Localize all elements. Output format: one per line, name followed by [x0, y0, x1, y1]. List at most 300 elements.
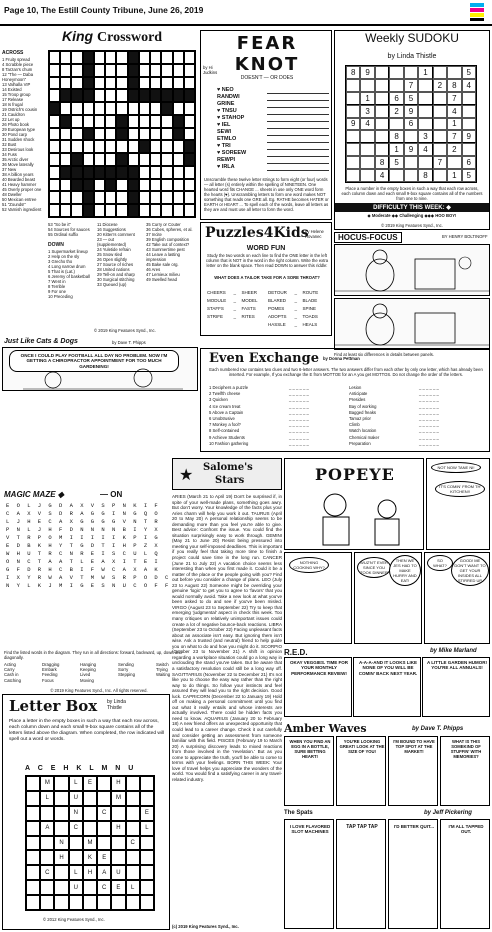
- sudoku-cell[interactable]: [418, 118, 432, 131]
- crossword-cell[interactable]: [161, 140, 172, 153]
- letter-box-cell[interactable]: [83, 806, 97, 821]
- letter-box-cell[interactable]: [26, 880, 40, 895]
- crossword-cell[interactable]: [49, 179, 60, 192]
- even-exchange-clue-right: Bagged freaks: [349, 409, 377, 415]
- letter-box-cell[interactable]: [140, 880, 154, 895]
- sudoku-cell[interactable]: [375, 143, 389, 156]
- sudoku-cell[interactable]: [375, 92, 389, 105]
- word-fun-blank[interactable]: [234, 321, 242, 329]
- even-exchange-answer-left[interactable]: _ _ _ _ _ _: [289, 391, 309, 397]
- crossword-cell[interactable]: [60, 51, 71, 64]
- sudoku-cell[interactable]: [433, 66, 447, 79]
- crossword-cell[interactable]: [71, 51, 82, 64]
- crossword-cell[interactable]: [94, 179, 105, 192]
- crossword-cell[interactable]: [116, 89, 127, 102]
- word-fun-blank[interactable]: _: [294, 290, 298, 295]
- crossword-cell[interactable]: [105, 64, 116, 77]
- word-fun-word: SPINE: [302, 306, 317, 311]
- crossword-cell[interactable]: [60, 191, 71, 204]
- sudoku-cell[interactable]: [433, 143, 447, 156]
- letter-box-cell[interactable]: [54, 806, 68, 821]
- crossword-cell[interactable]: [60, 64, 71, 77]
- crossword-cell[interactable]: [116, 140, 127, 153]
- sudoku-cell[interactable]: [462, 118, 476, 131]
- crossword-cell[interactable]: [173, 191, 184, 204]
- crossword-cell[interactable]: [94, 140, 105, 153]
- crossword-cell[interactable]: [128, 115, 139, 128]
- crossword-cell[interactable]: [116, 204, 127, 217]
- letter-box-cell[interactable]: [54, 791, 68, 806]
- crossword-cell[interactable]: [173, 77, 184, 90]
- even-exchange-clue-table[interactable]: [209, 385, 483, 447]
- crossword-cell[interactable]: [128, 128, 139, 141]
- letter-box-cell[interactable]: [111, 895, 125, 910]
- magic-maze-word: Cash in: [4, 672, 19, 678]
- crossword-cell[interactable]: [49, 51, 60, 64]
- fear-knot-answer-lines[interactable]: [267, 87, 329, 171]
- letter-box-cell[interactable]: [126, 850, 140, 865]
- crossword-cell[interactable]: [105, 115, 116, 128]
- crossword-cell[interactable]: [94, 89, 105, 102]
- magic-maze-word: Switch: [156, 662, 169, 667]
- crossword-cell[interactable]: [49, 64, 60, 77]
- even-exchange-answer-right[interactable]: _ _ _ _ _ _: [419, 422, 439, 428]
- crossword-cell[interactable]: [105, 140, 116, 153]
- sudoku-cell[interactable]: [375, 130, 389, 143]
- crossword-cell[interactable]: [94, 204, 105, 217]
- crossword-cell[interactable]: [184, 191, 195, 204]
- letter-box-cell[interactable]: [54, 895, 68, 910]
- letter-box-cell[interactable]: [69, 850, 83, 865]
- crossword-cell[interactable]: [83, 153, 94, 166]
- crossword-cell[interactable]: [173, 179, 184, 192]
- letter-box-cell[interactable]: [140, 791, 154, 806]
- crossword-cell: [128, 191, 139, 204]
- sudoku-cell[interactable]: [433, 105, 447, 118]
- letter-box-cell[interactable]: [126, 865, 140, 880]
- crossword-cell[interactable]: [71, 204, 82, 217]
- letter-box-cell[interactable]: [83, 791, 97, 806]
- sudoku-cell[interactable]: [346, 169, 360, 182]
- across-clue: 1 Fruity spread: [2, 57, 30, 62]
- word-fun-blank[interactable]: _: [233, 306, 237, 311]
- word-fun-blank[interactable]: _: [233, 314, 237, 319]
- letter-box-cell[interactable]: [140, 850, 154, 865]
- crossword-cell[interactable]: [139, 128, 150, 141]
- sudoku-cell[interactable]: [389, 66, 403, 79]
- sudoku-cell: 8: [375, 156, 389, 169]
- sudoku-cell[interactable]: [418, 156, 432, 169]
- crossword-cell[interactable]: [161, 115, 172, 128]
- letter-box-cell[interactable]: [40, 836, 54, 851]
- letter-box-cell[interactable]: [26, 791, 40, 806]
- crossword-cell[interactable]: [71, 128, 82, 141]
- letter-box-cell[interactable]: [111, 836, 125, 851]
- even-exchange-answer-right[interactable]: _ _ _ _ _ _: [419, 385, 439, 390]
- crossword-cell[interactable]: [161, 166, 172, 179]
- sudoku-cell[interactable]: [389, 118, 403, 131]
- even-exchange-answer-left[interactable]: _ _ _ _ _ _: [289, 428, 309, 434]
- crossword-cell[interactable]: [161, 204, 172, 217]
- crossword-cell[interactable]: [49, 166, 60, 179]
- crossword-cell[interactable]: [161, 191, 172, 204]
- letter-box-cell: K: [83, 850, 97, 865]
- letter-box-cell[interactable]: [40, 880, 54, 895]
- crossword-cell[interactable]: [161, 128, 172, 141]
- sudoku-cell[interactable]: [375, 105, 389, 118]
- crossword-grid[interactable]: [48, 50, 196, 218]
- even-exchange-section: [200, 348, 490, 452]
- crossword-cell[interactable]: [150, 102, 161, 115]
- letter-box-cell[interactable]: [140, 895, 154, 910]
- sudoku-grid[interactable]: [345, 65, 477, 183]
- crossword-cell[interactable]: [60, 153, 71, 166]
- crossword-cell[interactable]: [116, 77, 127, 90]
- even-exchange-answer-left[interactable]: _ _ _ _ _ _: [289, 403, 309, 409]
- across-clue: 55 Ordinal suffix: [48, 232, 79, 237]
- sudoku-cell[interactable]: [389, 79, 403, 92]
- crossword-cell[interactable]: [94, 77, 105, 90]
- letter-box-cell[interactable]: [140, 836, 154, 851]
- crossword-cell[interactable]: [116, 179, 127, 192]
- sudoku-cell[interactable]: [375, 118, 389, 131]
- crossword-cell[interactable]: [184, 115, 195, 128]
- even-exchange-answer-left[interactable]: _ _ _ _ _ _: [289, 440, 309, 446]
- fear-knot-title: FEAR KNOT: [234, 33, 300, 75]
- crossword-cell[interactable]: [71, 115, 82, 128]
- crossword-cell[interactable]: [139, 64, 150, 77]
- crossword-cell[interactable]: [105, 77, 116, 90]
- even-exchange-answer-left[interactable]: _ _ _ _ _ _: [289, 434, 309, 440]
- magic-maze-grid[interactable]: [6, 502, 196, 590]
- even-exchange-answer-right[interactable]: _ _ _ _ _ _: [419, 397, 439, 403]
- even-exchange-answer-left[interactable]: _ _ _ _ _ _: [289, 422, 309, 428]
- letter-box-cell[interactable]: [126, 806, 140, 821]
- crossword-cell[interactable]: [105, 191, 116, 204]
- crossword-cell[interactable]: [150, 166, 161, 179]
- crossword-cell[interactable]: [116, 51, 127, 64]
- crossword-cell[interactable]: [161, 153, 172, 166]
- crossword-cell[interactable]: [184, 128, 195, 141]
- crossword-cell[interactable]: [161, 51, 172, 64]
- sudoku-cell[interactable]: [418, 92, 432, 105]
- word-fun-blank[interactable]: _: [233, 298, 237, 303]
- crossword-cell[interactable]: [94, 128, 105, 141]
- letter-box-cell[interactable]: [111, 806, 125, 821]
- down-clue: 2 Help on the sly: [48, 254, 80, 259]
- crossword-cell[interactable]: [49, 115, 60, 128]
- red-panel-1: [284, 657, 352, 717]
- word-fun-blank[interactable]: _: [294, 306, 298, 311]
- crossword-cell[interactable]: [105, 102, 116, 115]
- sudoku-cell[interactable]: [360, 143, 374, 156]
- sudoku-cell[interactable]: [418, 79, 432, 92]
- crossword-cell[interactable]: [83, 102, 94, 115]
- crossword-cell[interactable]: [60, 77, 71, 90]
- crossword-cell[interactable]: [60, 179, 71, 192]
- letter-box-cell[interactable]: [126, 895, 140, 910]
- sudoku-cell[interactable]: [389, 169, 403, 182]
- crossword-cell[interactable]: [71, 191, 82, 204]
- even-exchange-answer-right[interactable]: _ _ _ _ _ _: [419, 440, 439, 446]
- letter-box-cell[interactable]: [26, 821, 40, 836]
- crossword-cell[interactable]: [150, 204, 161, 217]
- letter-box-cell[interactable]: [69, 836, 83, 851]
- crossword-cell[interactable]: [150, 115, 161, 128]
- letter-box-cell[interactable]: [69, 895, 83, 910]
- sudoku-cell[interactable]: [433, 169, 447, 182]
- crossword-cell[interactable]: [49, 89, 60, 102]
- even-exchange-answer-left[interactable]: _ _ _ _ _ _: [289, 397, 309, 403]
- even-exchange-answer-left[interactable]: _ _ _ _ _ _: [289, 385, 309, 390]
- star-icon: ★: [179, 467, 194, 484]
- crossword-cell[interactable]: [71, 64, 82, 77]
- letter-box-cell[interactable]: [83, 880, 97, 895]
- sudoku-cell[interactable]: [447, 66, 461, 79]
- word-fun-blank[interactable]: _: [294, 322, 298, 327]
- crossword-cell[interactable]: [83, 140, 94, 153]
- letter-box-cell[interactable]: [54, 865, 68, 880]
- crossword-cell[interactable]: [128, 153, 139, 166]
- word-fun-blank[interactable]: _: [294, 314, 298, 319]
- even-exchange-answer-right[interactable]: _ _ _ _ _ _: [419, 409, 439, 415]
- crossword-cell[interactable]: [150, 191, 161, 204]
- sudoku-cell[interactable]: [462, 105, 476, 118]
- crossword-cell[interactable]: [139, 166, 150, 179]
- sudoku-cell[interactable]: [375, 66, 389, 79]
- letter-box-cell[interactable]: [126, 821, 140, 836]
- letter-box-grid[interactable]: [25, 775, 155, 911]
- crossword-cell[interactable]: [139, 191, 150, 204]
- spats-strip: [284, 810, 490, 930]
- letter-box-cell[interactable]: [97, 895, 111, 910]
- letter-box-cell[interactable]: [97, 821, 111, 836]
- sudoku-cell[interactable]: [462, 92, 476, 105]
- letter-box-cell[interactable]: [26, 865, 40, 880]
- crossword-cell[interactable]: [139, 115, 150, 128]
- crossword-cell: [128, 179, 139, 192]
- crossword-cell[interactable]: [150, 64, 161, 77]
- word-fun-blank[interactable]: _: [294, 298, 298, 303]
- crossword-cell[interactable]: [184, 179, 195, 192]
- crossword-cell[interactable]: [94, 64, 105, 77]
- sudoku-cell[interactable]: [447, 156, 461, 169]
- crossword-cell: [139, 140, 150, 153]
- crossword-cell[interactable]: [94, 153, 105, 166]
- letter-box-cell[interactable]: [26, 895, 40, 910]
- even-exchange-answer-left[interactable]: _ _ _ _ _ _: [289, 409, 309, 415]
- sudoku-cell[interactable]: [375, 79, 389, 92]
- crossword-cell[interactable]: [116, 64, 127, 77]
- word-fun-table[interactable]: [207, 289, 329, 329]
- letter-box-cell[interactable]: [54, 821, 68, 836]
- sudoku-cell[interactable]: [433, 92, 447, 105]
- letter-box-cell[interactable]: [97, 791, 111, 806]
- sudoku-cell[interactable]: [360, 156, 374, 169]
- crossword-cell[interactable]: [139, 77, 150, 90]
- crossword-cell[interactable]: [139, 153, 150, 166]
- crossword-cell[interactable]: [94, 102, 105, 115]
- crossword-cell[interactable]: [105, 204, 116, 217]
- letter-box-cell[interactable]: [54, 776, 68, 791]
- crossword-cell[interactable]: [161, 77, 172, 90]
- crossword-cell: [116, 153, 127, 166]
- crossword-cell[interactable]: [116, 102, 127, 115]
- letter-box-cell[interactable]: [26, 806, 40, 821]
- sudoku-cell[interactable]: [404, 66, 418, 79]
- crossword-cell[interactable]: [173, 64, 184, 77]
- crossword-cell[interactable]: [71, 102, 82, 115]
- crossword-cell[interactable]: [173, 166, 184, 179]
- crossword-cell[interactable]: [94, 115, 105, 128]
- letter-box-cell[interactable]: [111, 850, 125, 865]
- crossword-cell[interactable]: [184, 204, 195, 217]
- sudoku-cell[interactable]: [346, 105, 360, 118]
- word-fun-word: [242, 321, 269, 329]
- crossword-cell[interactable]: [71, 77, 82, 90]
- letter-box-cell[interactable]: [54, 880, 68, 895]
- crossword-cell[interactable]: [173, 204, 184, 217]
- sudoku-cell[interactable]: [346, 130, 360, 143]
- letter-box-cell[interactable]: [40, 895, 54, 910]
- crossword-cell[interactable]: [173, 102, 184, 115]
- word-fun-word: FASTS: [241, 306, 256, 311]
- crossword-cell[interactable]: [94, 191, 105, 204]
- letter-box-cell[interactable]: [97, 836, 111, 851]
- crossword-cell[interactable]: [128, 102, 139, 115]
- letter-box-cell[interactable]: [83, 895, 97, 910]
- letter-box-cell[interactable]: [26, 850, 40, 865]
- crossword-cell[interactable]: [139, 102, 150, 115]
- sudoku-cell[interactable]: [346, 143, 360, 156]
- letter-box-cell[interactable]: [126, 791, 140, 806]
- crossword-cell: [128, 77, 139, 90]
- sudoku-cell[interactable]: [404, 156, 418, 169]
- crossword-cell[interactable]: [173, 153, 184, 166]
- crossword-cell[interactable]: [105, 153, 116, 166]
- crossword-cell[interactable]: [128, 140, 139, 153]
- crossword-cell[interactable]: [161, 179, 172, 192]
- fear-knot-word: ♥ SOREEW: [217, 150, 247, 156]
- crossword-cell[interactable]: [116, 191, 127, 204]
- even-exchange-answer-left[interactable]: _ _ _ _ _ _: [289, 416, 309, 422]
- sudoku-cell[interactable]: [360, 79, 374, 92]
- crossword-cell[interactable]: [49, 204, 60, 217]
- even-exchange-answer-right[interactable]: _ _ _ _ _ _: [419, 434, 439, 440]
- magic-maze-row: I X Y R W A V T M W S R P O D C: [6, 574, 171, 581]
- crossword-cell[interactable]: [105, 128, 116, 141]
- crossword-cell[interactable]: [60, 140, 71, 153]
- crossword-cell[interactable]: [105, 51, 116, 64]
- sudoku-cell[interactable]: [404, 130, 418, 143]
- crossword-cell[interactable]: [184, 77, 195, 90]
- crossword-cell[interactable]: [184, 51, 195, 64]
- crossword-cell[interactable]: [94, 51, 105, 64]
- letter-box-cell[interactable]: [40, 850, 54, 865]
- crossword-cell[interactable]: [60, 128, 71, 141]
- letter-box-cell[interactable]: [140, 776, 154, 791]
- crossword-cell[interactable]: [49, 140, 60, 153]
- sudoku-cell: 1: [447, 169, 461, 182]
- crossword-cell[interactable]: [184, 166, 195, 179]
- sudoku-cell[interactable]: [404, 169, 418, 182]
- sudoku-cell[interactable]: [433, 130, 447, 143]
- crossword-cell[interactable]: [49, 128, 60, 141]
- crossword-cell[interactable]: [150, 179, 161, 192]
- even-exchange-answer-right[interactable]: _ _ _ _ _ _: [419, 416, 439, 422]
- crossword-cell[interactable]: [150, 77, 161, 90]
- even-exchange-answer-right[interactable]: _ _ _ _ _ _: [419, 391, 439, 397]
- crossword-cell[interactable]: [71, 140, 82, 153]
- crossword-cell[interactable]: [60, 204, 71, 217]
- letter-box-cell[interactable]: [140, 865, 154, 880]
- letter-box-cell[interactable]: [40, 806, 54, 821]
- sudoku-cell[interactable]: [418, 105, 432, 118]
- crossword-cell[interactable]: [139, 204, 150, 217]
- across-clue: 4 Scrabble piece: [2, 62, 34, 67]
- crossword-cell[interactable]: [105, 89, 116, 102]
- crossword-cell[interactable]: [60, 102, 71, 115]
- word-fun-blank[interactable]: _: [233, 290, 237, 295]
- down-clue: 47 Lemieux milieu: [146, 272, 180, 277]
- crossword-cell[interactable]: [49, 77, 60, 90]
- crossword-cell[interactable]: [150, 128, 161, 141]
- even-exchange-answer-right[interactable]: _ _ _ _ _ _: [419, 403, 439, 409]
- sudoku-cell[interactable]: [346, 156, 360, 169]
- crossword-cell[interactable]: [83, 115, 94, 128]
- crossword-cell[interactable]: [173, 140, 184, 153]
- across-clue: 14 Existed: [2, 87, 22, 92]
- even-exchange-instructions: Each numbered row contains two clues and two 6-letter answers. The two answers differ from each other by only one letter, which has already been inserted. For example, If you exchange the E from MOTTOE for an A you get MOTTOS. Do not change the order of the letters.: [209, 367, 483, 377]
- letter-box-cell[interactable]: [126, 776, 140, 791]
- crossword-cell[interactable]: [184, 102, 195, 115]
- sudoku-cell[interactable]: [360, 130, 374, 143]
- word-fun-word: POMES: [268, 306, 285, 311]
- down-clue: 10 Preceding: [48, 294, 73, 299]
- red-panel-2: [353, 657, 421, 717]
- sudoku-cell[interactable]: [346, 92, 360, 105]
- crossword-cell: [184, 89, 195, 102]
- sudoku-cell[interactable]: [346, 79, 360, 92]
- across-clue: 19 Ostrich's cousin: [2, 107, 38, 112]
- crossword-cell[interactable]: [139, 51, 150, 64]
- crossword-cell[interactable]: [161, 64, 172, 77]
- letter-box-cell[interactable]: [26, 836, 40, 851]
- crossword-cell[interactable]: [150, 153, 161, 166]
- letter-box-cell[interactable]: [83, 821, 97, 836]
- crossword-cell[interactable]: [150, 51, 161, 64]
- sudoku-cell[interactable]: [462, 143, 476, 156]
- crossword-cell[interactable]: [173, 51, 184, 64]
- letter-box-cell[interactable]: [97, 776, 111, 791]
- crossword-cell[interactable]: [49, 153, 60, 166]
- even-exchange-answer-right[interactable]: _ _ _ _ _ _: [419, 428, 439, 434]
- sudoku-difficulty: DIFFICULTY THIS WEEK: ◆: [335, 203, 489, 212]
- page-header-text: Page 10, The Estill County Tribune, June 26, 2019: [4, 5, 204, 15]
- fear-knot-byline: by Hi Judkins: [203, 65, 218, 75]
- sudoku-cell[interactable]: [360, 169, 374, 182]
- crossword-cell[interactable]: [49, 191, 60, 204]
- crossword-cell: [83, 166, 94, 179]
- sudoku-cell[interactable]: [433, 118, 447, 131]
- even-exchange-clue-left: 7 Monkey a fool?: [209, 422, 241, 428]
- crossword-cell[interactable]: [184, 64, 195, 77]
- letter-box-cell[interactable]: [26, 776, 40, 791]
- amber-speech-3: I'M BOUND TO HAVE TOP SPOT AT THE MARKET!: [393, 739, 435, 754]
- sudoku-cell: 7: [447, 92, 461, 105]
- crossword-cell[interactable]: [150, 140, 161, 153]
- crossword-cell[interactable]: [139, 179, 150, 192]
